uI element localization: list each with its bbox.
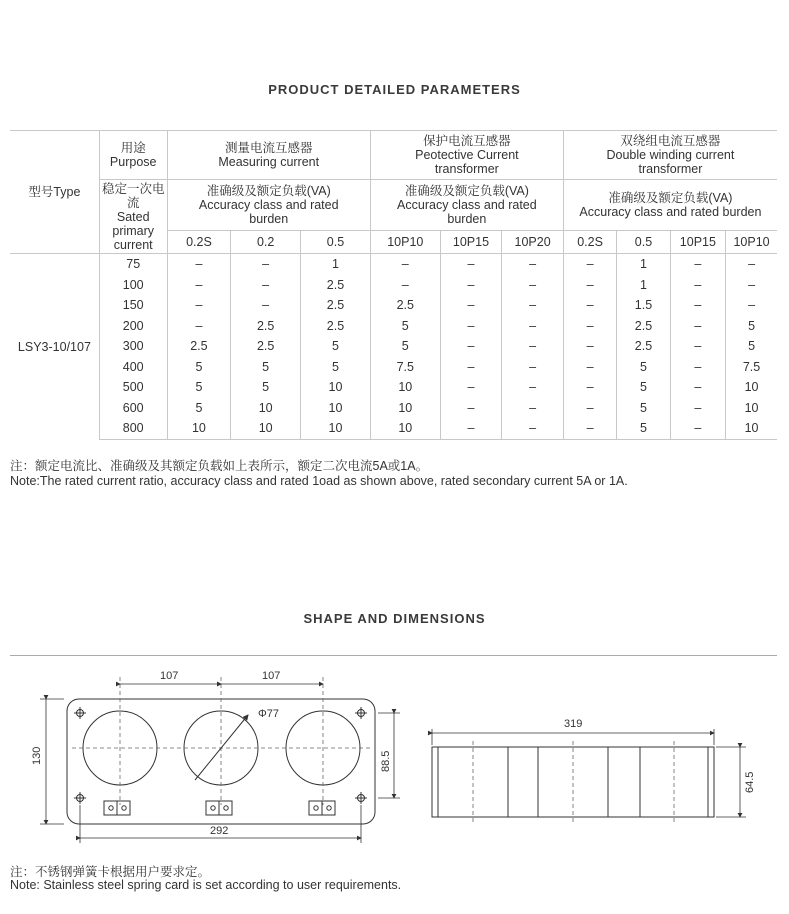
table-cell: –: [502, 398, 564, 419]
table-cell: 1: [617, 254, 670, 275]
accuracy-class-header: 10P15: [440, 231, 502, 254]
table-cell: –: [670, 275, 725, 296]
table-cell: –: [231, 275, 301, 296]
table-cell: 7.5: [370, 357, 440, 378]
table-row: [10, 357, 777, 378]
table-cell: 5: [617, 418, 670, 439]
table-cell: –: [440, 275, 502, 296]
purpose-cn: 用途: [120, 141, 146, 155]
table-cell: 10: [370, 377, 440, 398]
table-cell: –: [231, 295, 301, 316]
primary-current-cell: 75: [99, 254, 167, 275]
table-cell: 2.5: [301, 316, 371, 337]
table-cell: –: [563, 295, 616, 316]
table-cell: 7.5: [726, 357, 777, 378]
dim-107-left: 107: [160, 670, 179, 682]
table-cell: –: [502, 377, 564, 398]
table-cell: –: [563, 316, 616, 337]
table-cell: –: [370, 275, 440, 296]
table-cell: 10: [726, 418, 777, 439]
accuracy-class-header: 0.5: [617, 231, 670, 254]
dim-64-5-label: 64.5: [744, 771, 756, 793]
table-cell: –: [167, 295, 231, 316]
group-measuring: [167, 131, 370, 180]
table-cell: 10: [301, 398, 371, 419]
type-header: [10, 131, 99, 254]
dimensions-note-en: Note: Stainless steel spring card is set according to user requirements.: [10, 878, 402, 892]
table-cell: –: [502, 357, 564, 378]
table-cell: –: [670, 336, 725, 357]
center-lines: [72, 677, 372, 805]
table-cell: 5: [167, 377, 231, 398]
table-cell: –: [563, 336, 616, 357]
table-cell: 5: [726, 336, 777, 357]
dimensions-title: SHAPE AND DIMENSIONS: [303, 611, 486, 626]
table-cell: 5: [231, 357, 301, 378]
accuracy-class-header: 0.2S: [563, 231, 616, 254]
table-cell: 5: [301, 336, 371, 357]
primary-current-cell: 400: [99, 357, 167, 378]
accuracy-class-header: 10P20: [502, 231, 564, 254]
table-cell: –: [502, 418, 564, 439]
table-cell: 1: [301, 254, 371, 275]
accuracy-cn: 准确级及额定负载(VA): [404, 184, 529, 198]
table-cell: –: [726, 254, 777, 275]
table-cell: 10: [726, 398, 777, 419]
accuracy-class-header: 0.5: [301, 231, 371, 254]
table-row: [10, 254, 777, 275]
table-cell: –: [370, 254, 440, 275]
table-cell: –: [670, 418, 725, 439]
table-cell: –: [440, 254, 502, 275]
table-cell: –: [440, 377, 502, 398]
table-cell: 5: [726, 316, 777, 337]
table-cell: –: [563, 418, 616, 439]
table-cell: –: [670, 254, 725, 275]
primary-current-header: [99, 180, 167, 254]
table-cell: –: [502, 254, 564, 275]
group-cn: 双绕组电流互感器: [620, 134, 721, 148]
accuracy-en: Accuracy class and rated burden: [198, 198, 339, 226]
table-cell: –: [563, 254, 616, 275]
dim-292-label: 292: [210, 825, 229, 837]
group-en: Double winding current transformer: [606, 148, 735, 176]
table-cell: 10: [301, 418, 371, 439]
table-cell: –: [563, 398, 616, 419]
table-row: [10, 316, 777, 337]
primary-current-cell: 800: [99, 418, 167, 439]
group-protective: [370, 131, 563, 180]
dim-319-label: 319: [564, 718, 583, 730]
dimensions-note-cn: 注：不锈钢弹簧卡根据用户要求定。: [10, 865, 211, 879]
table-cell: –: [167, 316, 231, 337]
accuracy-cn: 准确级及额定负载(VA): [206, 184, 331, 198]
primary-current-cell: 600: [99, 398, 167, 419]
table-cell: –: [440, 295, 502, 316]
table-cell: –: [502, 336, 564, 357]
table-cell: –: [167, 275, 231, 296]
table-cell: 10: [231, 398, 301, 419]
table-cell: –: [502, 316, 564, 337]
table-cell: –: [563, 275, 616, 296]
table-cell: 10: [301, 377, 371, 398]
table-cell: –: [440, 357, 502, 378]
accuracy-class-header: 0.2: [231, 231, 301, 254]
primary-current-cell: 150: [99, 295, 167, 316]
accuracy-class-header: 0.2S: [167, 231, 231, 254]
table-cell: 2.5: [301, 275, 371, 296]
table-cell: 5: [370, 336, 440, 357]
table-cell: 10: [167, 418, 231, 439]
table-cell: –: [440, 398, 502, 419]
group-cn: 保护电流互感器: [423, 134, 511, 148]
dim-depth-64-5: [716, 747, 746, 817]
table-cell: –: [670, 357, 725, 378]
accuracy-en: Accuracy class and rated burden: [397, 198, 537, 226]
table-cell: 2.5: [617, 316, 670, 337]
table-cell: –: [440, 316, 502, 337]
group-double-winding: [563, 131, 777, 180]
table-cell: 2.5: [231, 316, 301, 337]
table-cell: 2.5: [301, 295, 371, 316]
group-en: Measuring current: [218, 155, 320, 169]
table-cell: 10: [726, 377, 777, 398]
group-cn: 测量电流互感器: [224, 141, 313, 155]
parameters-table: [10, 130, 777, 440]
table-cell: –: [502, 275, 564, 296]
table-cell: –: [670, 295, 725, 316]
diameter-leader: [195, 715, 248, 780]
table-cell: 5: [617, 377, 670, 398]
accuracy-header-protective: [370, 180, 563, 231]
table-cell: 1: [617, 275, 670, 296]
table-cell: –: [440, 336, 502, 357]
dim-height-130: [40, 699, 64, 824]
table-row: [10, 336, 777, 357]
table-cell: 5: [167, 398, 231, 419]
table-cell: 5: [617, 398, 670, 419]
purpose-en: Purpose: [109, 155, 157, 169]
dimension-drawing: [0, 655, 789, 855]
table-row: [10, 398, 777, 419]
primary-current-cell: 500: [99, 377, 167, 398]
terminal-blocks: [104, 801, 335, 815]
table-cell: 10: [231, 418, 301, 439]
table-cell: –: [670, 377, 725, 398]
accuracy-class-header: 10P10: [726, 231, 777, 254]
table-cell: –: [670, 316, 725, 337]
table-cell: 2.5: [617, 336, 670, 357]
accuracy-en: Accuracy class and rated burden: [579, 205, 762, 219]
primary-current-cell: 300: [99, 336, 167, 357]
table-cell: –: [563, 357, 616, 378]
type-label: 型号Type: [28, 185, 81, 199]
dim-130-label: 130: [31, 746, 43, 765]
table-cell: 5: [617, 357, 670, 378]
table-cell: 10: [370, 418, 440, 439]
accuracy-class-header: 10P10: [370, 231, 440, 254]
side-view-centerlines: [473, 741, 674, 823]
primary-current-cell: 100: [99, 275, 167, 296]
dim-107-right: 107: [262, 670, 281, 682]
table-cell: –: [231, 254, 301, 275]
primary-current-cell: 200: [99, 316, 167, 337]
table-cell: –: [670, 398, 725, 419]
table-cell: 2.5: [231, 336, 301, 357]
accuracy-header-double: [563, 180, 777, 231]
table-cell: 5: [301, 357, 371, 378]
table-cell: –: [726, 295, 777, 316]
table-cell: –: [440, 418, 502, 439]
table-cell: –: [563, 377, 616, 398]
table-cell: 5: [167, 357, 231, 378]
primary-cn: 稳定一次电流: [101, 181, 165, 210]
params-title: PRODUCT DETAILED PARAMETERS: [268, 82, 521, 97]
table-row: [10, 295, 777, 316]
table-cell: –: [726, 275, 777, 296]
table-cell: –: [167, 254, 231, 275]
group-en: Peotective Current transformer: [415, 148, 519, 176]
table-row: [10, 275, 777, 296]
table-cell: 10: [370, 398, 440, 419]
primary-en: Sated primary current: [112, 209, 155, 252]
dim-88-5-label: 88.5: [380, 750, 392, 772]
table-cell: 2.5: [370, 295, 440, 316]
model-cell: LSY3-10/107: [10, 254, 99, 440]
table-row: [10, 377, 777, 398]
table-cell: 1.5: [617, 295, 670, 316]
purpose-header: [99, 131, 167, 180]
accuracy-class-header: 10P15: [670, 231, 725, 254]
dim-diameter-label: Φ77: [258, 708, 280, 720]
accuracy-header-measuring: [167, 180, 370, 231]
table-cell: 5: [370, 316, 440, 337]
params-note-en: Note:The rated current ratio, accuracy class and rated 1oad as shown above, rated secondary current 5A or 1A.: [10, 474, 628, 488]
table-cell: 2.5: [167, 336, 231, 357]
table-cell: 5: [231, 377, 301, 398]
table-row: [10, 418, 777, 439]
params-note-cn: 注：额定电流比、准确级及其额定负载如上表所示，额定二次电流5A或1A。: [10, 459, 429, 473]
accuracy-cn: 准确级及额定负载(VA): [608, 191, 733, 205]
table-cell: –: [502, 295, 564, 316]
